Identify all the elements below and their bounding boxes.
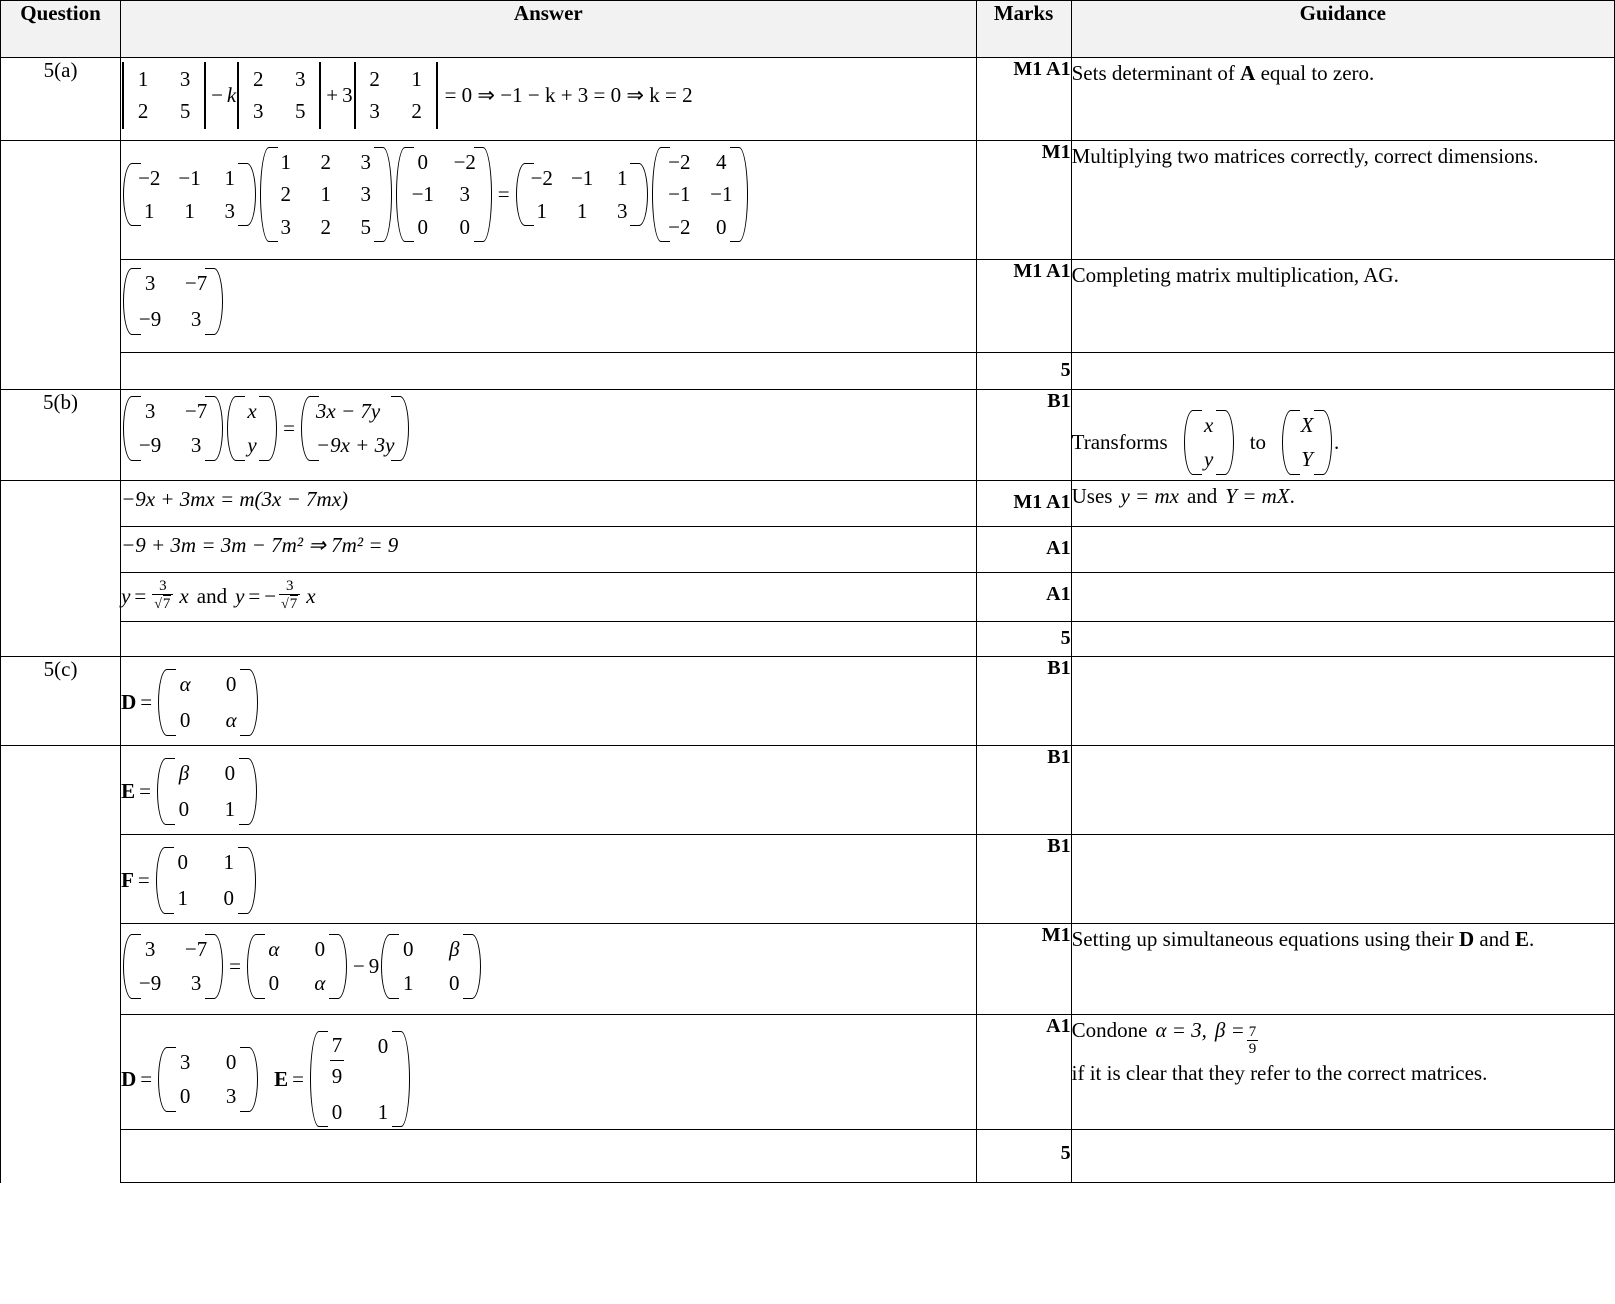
equation-Y-mX: Y = mX	[1225, 484, 1290, 508]
question-label-empty	[1, 260, 121, 353]
column-vector-product: 3x − 7y −9x + 3y	[299, 394, 411, 463]
answer-cell-matrix-F: F = 0 1 1 0	[121, 835, 977, 924]
guidance-text-mid: to	[1249, 429, 1267, 454]
table-row-total	[1, 1130, 1615, 1183]
guidance-cell-simultaneous	[1071, 924, 1614, 1015]
matrix-2x3-second: −2 −1 1 1 1 3	[514, 161, 651, 228]
table-row-total	[1, 622, 1615, 657]
determinant-3: 2 1 3 2	[353, 62, 439, 129]
guidance-text-post: .	[1334, 429, 1340, 454]
matrix-label-F: F	[121, 867, 134, 892]
answer-cell-expand	[121, 527, 977, 573]
table-row	[1, 481, 1615, 527]
marks-cell: B1	[976, 390, 1071, 481]
table-row	[1, 58, 1615, 141]
matrix-label-D-final: D	[121, 1066, 137, 1091]
guidance-text-mid: and	[1474, 927, 1515, 951]
marks-cell: B1	[976, 835, 1071, 924]
equation-substitute: −9x + 3mx = m(3x − 7mx)	[121, 487, 349, 511]
guidance-text-pre: Uses	[1071, 484, 1113, 508]
answer-cell-matrix-chain: −2 −1 1 1 1 3 1 2 3 2 1 3 3 2 5 0 −2 −1 3 0 0 = −2 −1 1 1 1 3 −2 4 −1 −1 −2 0	[121, 141, 977, 260]
column-header-question: Question	[1, 1, 121, 58]
guidance-cell	[1071, 835, 1614, 924]
matrix-3x3: 1 2 3 2 1 3 3 2 5	[258, 145, 394, 244]
marks-cell: M1	[976, 924, 1071, 1015]
answer-cell-equation	[121, 481, 977, 527]
guidance-text-pre: Transforms	[1071, 429, 1168, 454]
question-label-empty	[1, 573, 121, 622]
table-row	[1, 573, 1615, 622]
guidance-cell: Sets determinant of A equal to zero.	[1071, 58, 1614, 141]
question-label-5a: 5(a)	[1, 58, 121, 141]
marks-cell: A1	[976, 527, 1071, 573]
matrix-2x2-D: α 0 0 α	[156, 667, 260, 738]
determinant-2: 2 3 3 5	[236, 62, 322, 129]
guidance-text-pre: Condone	[1071, 1018, 1148, 1042]
question-label-empty	[1, 622, 121, 657]
question-label-empty	[1, 924, 121, 1015]
equation-y-mx: y = mx	[1120, 484, 1179, 508]
table-row	[1, 1015, 1615, 1130]
table-header-row	[1, 1, 1615, 58]
guidance-cell-condone	[1071, 1015, 1614, 1130]
matrix-name-D: D	[1458, 927, 1475, 951]
marks-cell: A1	[976, 573, 1071, 622]
table-row	[1, 835, 1615, 924]
guidance-text-post: .	[1528, 927, 1535, 951]
fraction-7-over-9-guidance: $\frac{7}{9}$	[1248, 1024, 1257, 1058]
answer-cell-simultaneous: 3 −7 −9 3 = α 0 0 α − 9 0 β 1 0	[121, 924, 977, 1015]
answer-cell-matrix-vector: 3 −7 −9 3 x y = 3x − 7y −9x + 3y	[121, 390, 977, 481]
answer-cell-empty	[121, 622, 977, 657]
question-label-empty	[1, 141, 121, 260]
answer-cell-result-matrix	[121, 260, 977, 353]
table-row	[1, 260, 1615, 353]
guidance-cell-uses	[1071, 481, 1614, 527]
question-label-empty	[1, 481, 121, 527]
column-header-answer: Answer	[121, 1, 977, 58]
matrix-label-E-final: E	[274, 1066, 289, 1091]
guidance-cell	[1071, 622, 1614, 657]
question-label-empty	[1, 527, 121, 573]
answer-cell-matrix-E: E = β 0 0 1	[121, 746, 977, 835]
matrix-2x2-E: β 0 0 1	[155, 756, 259, 827]
coefficient-3: 3	[342, 82, 353, 107]
table-row-total	[1, 353, 1615, 390]
fraction-7-over-9: $\frac{7}{9}$	[330, 1030, 345, 1092]
marks-cell: M1 A1	[976, 58, 1071, 141]
guidance-cell	[1071, 657, 1614, 746]
matrix-2x2-F: 0 1 1 0	[154, 845, 258, 916]
answer-cell-lines: y = $\frac{3}{√7}$ x and y = − $\frac{3}{√7}$ x	[121, 573, 977, 622]
table-row	[1, 746, 1615, 835]
guidance-cell-transforms	[1071, 390, 1614, 481]
matrix-2x2-result: 3 −7 −9 3	[121, 266, 225, 337]
matrix-2x2-D-final: 3 0 0 3	[156, 1045, 260, 1114]
determinant-1: 1 3 2 5	[121, 62, 207, 129]
matrix-3x2-result: −2 4 −1 −1 −2 0	[650, 145, 750, 244]
guidance-cell	[1071, 353, 1614, 390]
column-header-guidance: Guidance	[1071, 1, 1614, 58]
matrix-label-D: D	[121, 689, 137, 714]
guidance-cell: Completing matrix multiplication, AG.	[1071, 260, 1614, 353]
scalar-multiplier: 9	[368, 953, 380, 978]
column-vector-target: X Y	[1280, 408, 1334, 477]
question-label-empty	[1, 1130, 121, 1183]
fraction-neg-3-over-root7: $\frac{3}{√7}$	[279, 578, 300, 612]
table-row	[1, 657, 1615, 746]
question-label-empty	[1, 1015, 121, 1130]
value-alpha: α = 3,	[1155, 1018, 1207, 1042]
marks-total: 5	[976, 353, 1071, 390]
matrix-2x2-rhs-F: 0 β 1 0	[379, 932, 483, 1001]
guidance-cell	[1071, 746, 1614, 835]
guidance-text-post: if it is clear that they refer to the correct matrices.	[1071, 1061, 1488, 1086]
answer-cell-matrix-D: D = α 0 0 α	[121, 657, 977, 746]
matrix-2x2-E-final: $\frac{7}{9}$ 0 0 1	[308, 1029, 412, 1129]
column-header-marks: Marks	[976, 1, 1071, 58]
table-row	[1, 390, 1615, 481]
matrix-2x3-first: −2 −1 1 1 1 3	[121, 161, 258, 228]
matrix-2x2-rhs-D: α 0 0 α	[245, 932, 349, 1001]
table-row	[1, 924, 1615, 1015]
marks-cell: M1 A1	[976, 260, 1071, 353]
question-label-5c: 5(c)	[1, 657, 121, 746]
conjunction-and: and	[196, 583, 228, 608]
equation-expand: −9 + 3m = 3m − 7m² ⇒ 7m² = 9	[121, 533, 399, 557]
marks-total: 5	[976, 1130, 1071, 1183]
fraction-3-over-root7: $\frac{3}{√7}$	[152, 578, 173, 612]
coefficient-k: k	[226, 82, 237, 107]
marks-cell: B1	[976, 746, 1071, 835]
column-vector-source: x y	[1182, 408, 1236, 477]
guidance-cell: Multiplying two matrices correctly, correct dimensions.	[1071, 141, 1614, 260]
guidance-cell	[1071, 573, 1614, 622]
question-label-empty	[1, 746, 121, 835]
matrix-name-A: A	[1240, 61, 1256, 85]
marks-cell: M1 A1	[976, 481, 1071, 527]
marks-cell: A1	[976, 1015, 1071, 1130]
marks-cell: B1	[976, 657, 1071, 746]
guidance-cell	[1071, 1130, 1614, 1183]
matrix-name-E: E	[1514, 927, 1529, 951]
marks-total: 5	[976, 622, 1071, 657]
question-label-5b: 5(b)	[1, 390, 121, 481]
value-beta: β =	[1214, 1018, 1245, 1042]
answer-cell-empty	[121, 353, 977, 390]
matrix-2x2-transform: 3 −7 −9 3	[121, 394, 225, 463]
question-label-empty	[1, 353, 121, 390]
answer-cell-final: D = 3 0 0 3 E = $\frac{7}{9}$ 0 0 1	[121, 1015, 977, 1130]
determinant-result: = 0 ⇒ −1 − k + 3 = 0 ⇒ k = 2	[444, 82, 693, 107]
answer-cell-determinant: 1 3 2 5 − k 2 3 3 5 + 3 2 1 3 2 = 0 ⇒ −1 − k + 3 = 0 ⇒ k = 2	[121, 58, 977, 141]
table-row	[1, 527, 1615, 573]
guidance-text-and: and	[1186, 484, 1218, 508]
column-vector-xy: x y	[225, 394, 279, 463]
marks-cell: M1	[976, 141, 1071, 260]
table-row	[1, 141, 1615, 260]
guidance-text-pre: Setting up simultaneous equations using their	[1071, 927, 1459, 951]
guidance-text-post: .	[1289, 484, 1295, 508]
matrix-3x2: 0 −2 −1 3 0 0	[394, 145, 494, 244]
guidance-cell	[1071, 527, 1614, 573]
matrix-2x2-lhs: 3 −7 −9 3	[121, 932, 225, 1001]
answer-cell-empty	[121, 1130, 977, 1183]
question-label-empty	[1, 835, 121, 924]
matrix-label-E: E	[121, 778, 136, 803]
